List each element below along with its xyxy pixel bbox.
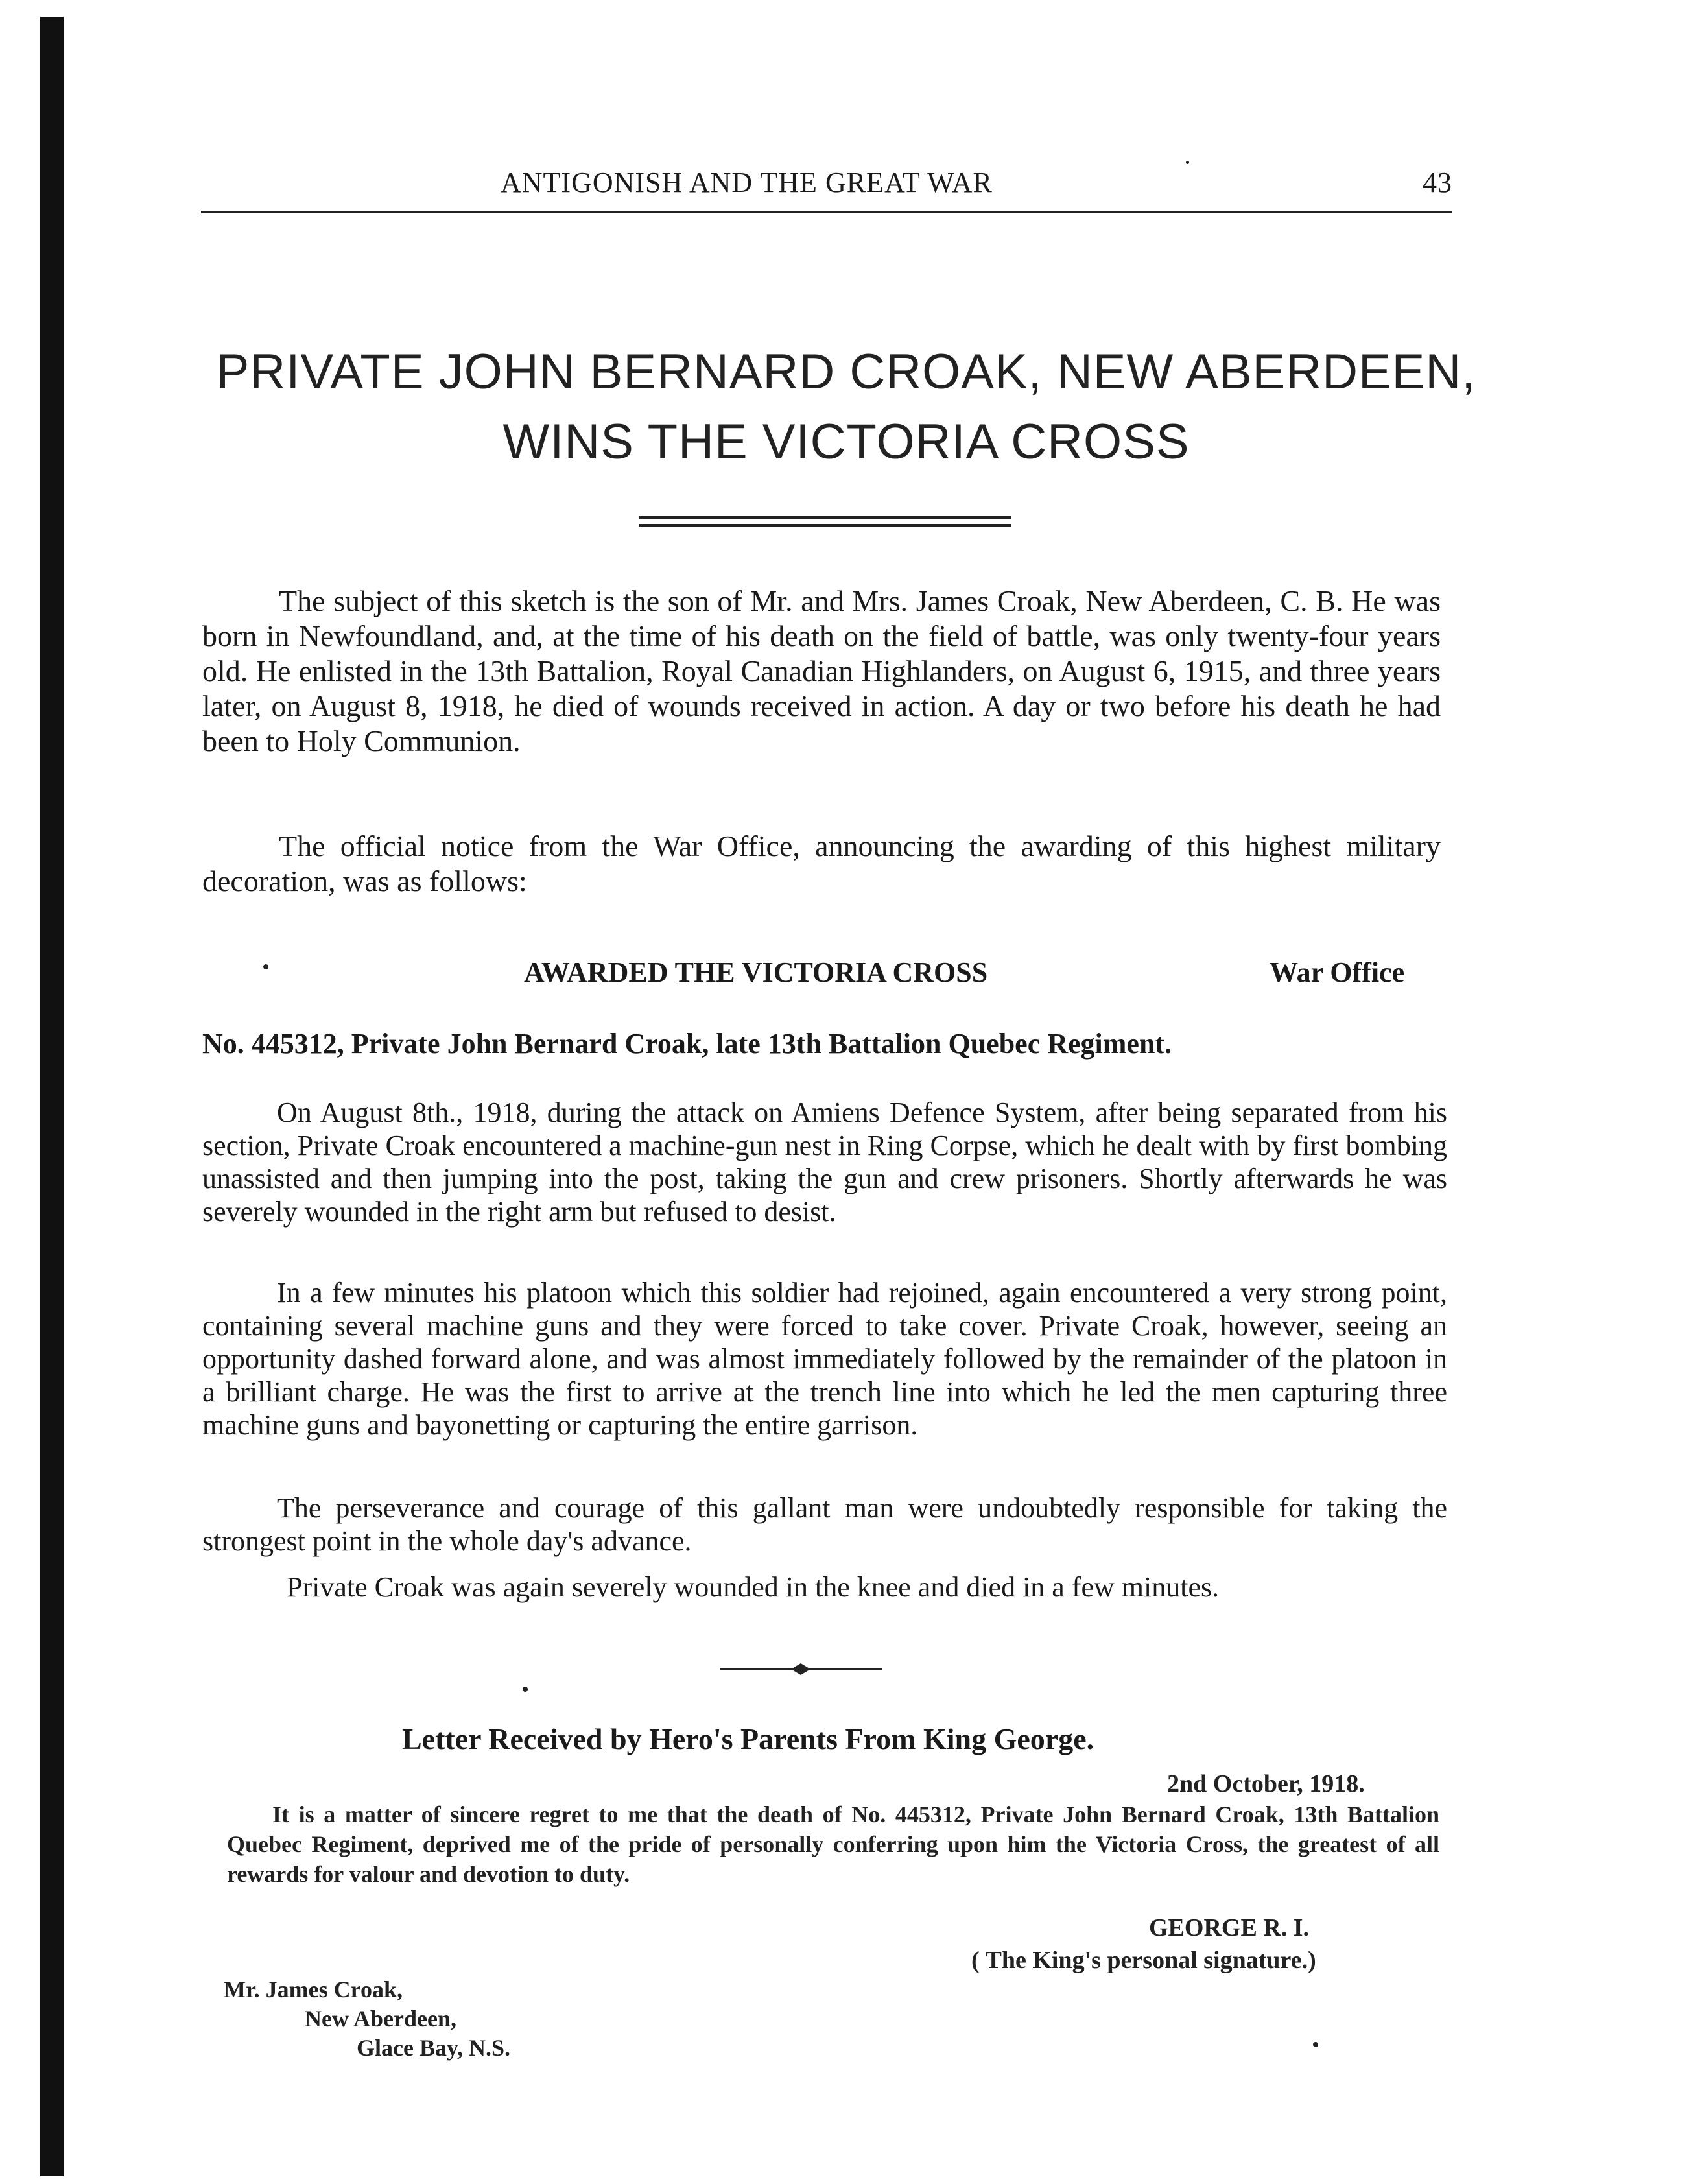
citation-heading: AWARDED THE VICTORIA CROSS	[524, 956, 988, 988]
addressee-line-3: Glace Bay, N.S.	[357, 2035, 511, 2061]
page-title	[162, 337, 1530, 477]
citation-paragraph-3: The perseverance and courage of this gallant man were undoubtedly responsible for taking the strongest point in the whole day's advance.	[202, 1492, 1447, 1557]
title-rule-top	[639, 516, 1011, 519]
letter-body: It is a matter of sincere regret to me that the death of No. 445312, Private John Bernard Croak, 13th Battalion Quebec Regiment, deprived me of the pride of personally conferring upon him the Victoria Cross, the greatest of all rewards for valour and devotion to duty.	[227, 1801, 1439, 1887]
citation-office: War Office	[1270, 956, 1405, 988]
citation-soldier-line: No. 445312, Private John Bernard Croak, late 13th Battalion Quebec Regiment.	[202, 1028, 1172, 1060]
page-title-line1: PRIVATE JOHN BERNARD CROAK, NEW ABERDEEN,	[216, 344, 1476, 399]
citation-paragraph-4: Private Croak was again severely wounded in the knee and died in a few minutes.	[287, 1571, 1220, 1603]
page-title-line2: WINS THE VICTORIA CROSS	[502, 414, 1190, 469]
print-speck	[523, 1687, 528, 1692]
addressee-line-2: New Aberdeen,	[305, 2006, 456, 2032]
citation-paragraph-1: On August 8th., 1918, during the attack on Amiens Defence System, after being separated from his section, Private Croak encountered a machine-gun nest in Ring Corpse, which he dealt with by first bombing unassisted and then jumping into the post, taking the gun and crew prisoners. Shortly afterwards he was severely wounded in the right arm but refused to desist.	[202, 1097, 1447, 1228]
running-head-title: ANTIGONISH AND THE GREAT WAR	[501, 167, 993, 198]
letter-heading: Letter Received by Hero's Parents From King George.	[402, 1722, 1094, 1755]
running-head	[201, 161, 1452, 206]
intro-paragraph-2: The official notice from the War Office, announcing the awarding of this highest military decoration, was as follows:	[202, 829, 1441, 897]
section-ornament	[720, 1661, 882, 1677]
citation-paragraph-2: In a few minutes his platoon which this soldier had rejoined, again encountered a very strong point, containing several machine guns and they were forced to take cover. Private Croak, however, seeing an opportunity dashed forward alone, and was almost immediately followed by the remainder of the platoon in a brilliant charge. He was the first to arrive at the trench line into which he led the men capturing three machine guns and bayonetting or capturing the entire garrison.	[202, 1277, 1447, 1441]
print-speck	[1186, 161, 1189, 164]
intro-paragraph-1: The subject of this sketch is the son of Mr. and Mrs. James Croak, New Aberdeen, C. B. He was born in Newfoundland, and, at the time of his death on the field of battle, was only twenty-four years old. He enlisted in the 13th Battalion, Royal Canadian Highlanders, on August 6, 1915, and three years later, on August 8, 1918, he died of wounds received in action. A day or two before his death he had been to Holy Communion.	[202, 584, 1441, 757]
letter-signature: GEORGE R. I.	[1149, 1914, 1310, 1941]
letter-signature-note: ( The King's personal signature.)	[971, 1947, 1316, 1974]
title-rule-bottom	[639, 524, 1011, 527]
running-head-rule	[201, 211, 1452, 213]
addressee-name: Mr. James Croak,	[224, 1976, 403, 2002]
print-speck	[263, 964, 268, 969]
page-number: 43	[1423, 167, 1452, 198]
page-binding-edge	[40, 17, 64, 2176]
letter-date: 2nd October, 1918.	[1167, 1770, 1365, 1798]
print-speck	[1313, 2042, 1318, 2047]
